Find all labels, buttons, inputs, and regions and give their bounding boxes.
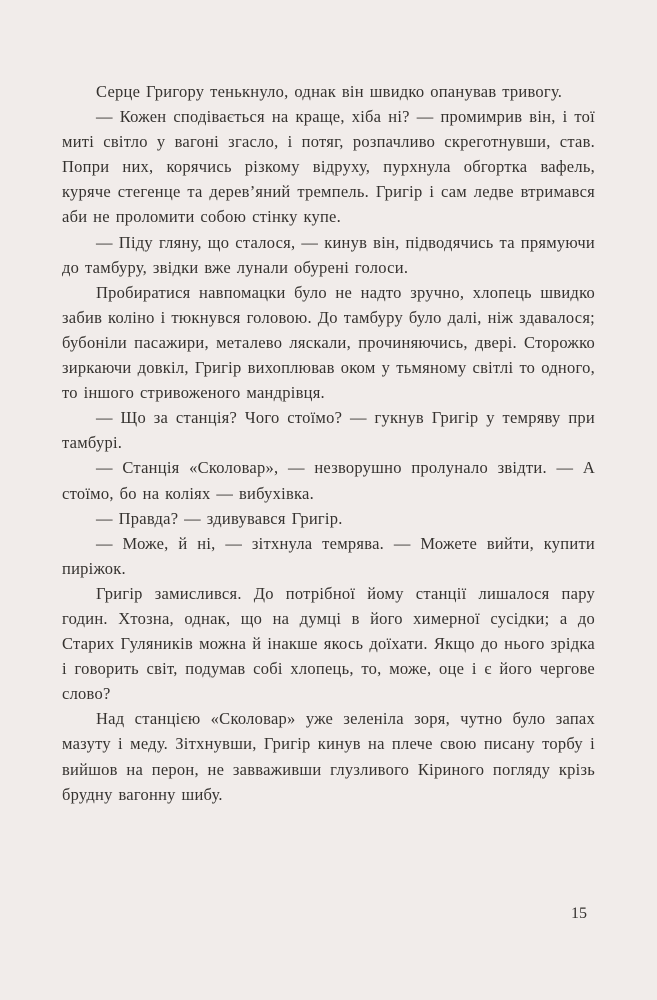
paragraph: Пробиратися навпомацки було не надто зручно, хлопець швидко забив коліно і тюкнувся головою. До тамбуру було далі, ніж здавалося; бубоніли пасажири, металево ляскали, прочиняючись, двері. Сторожко зиркаючи довкіл, Григір вихоплював оком у тьмяному світлі то одного, то іншого стривоженого мандрівця.: [62, 282, 595, 403]
paragraph: — Піду гляну, що сталося, — кинув він, підводячись та прямуючи до тамбуру, звідки вже лунали обурені голоси.: [62, 232, 595, 277]
paragraph: — Може, й ні, — зітхнула темрява. — Можете вийти, купити пиріжок.: [62, 533, 595, 578]
paragraph: Над станцією «Сколовар» уже зеленіла зоря, чутно було запах мазуту і меду. Зітхнувши, Григір кинув на плече свою писану торбу і вийшов на перон, не завваживши глузливого Кіриного погляду крізь брудну вагонну шибу.: [62, 709, 595, 804]
paragraph: Серце Григору тенькнуло, однак він швидко опанував тривогу.: [96, 82, 563, 101]
paragraph: — Кожен сподівається на краще, хіба ні? — промимрив він, і тої миті світло у вагоні згасло, і потяг, розпачливо скреготнувши, став. Попри них, корячись різкому відруху, пурхнула обгортка вафель, куряче стегенце та дерев’яний тремпель. Григір і сам ледве втримався аби не проломити собою стінку купе.: [62, 107, 595, 227]
paragraph: Григір замислився. До потрібної йому станції лишалося пару годин. Хтозна, однак, що на думці в його химерної сусідки; а до Старих Гуляників можна й інакше якось доїхати. Якщо до нього зрідка і говорить світ, подумав собі хлопець, то, може, оце і є його чергове слово?: [62, 583, 595, 704]
page-number: 15: [571, 905, 587, 922]
text-block: [62, 79, 595, 807]
paragraph: — Що за станція? Чого стоїмо? — гукнув Григір у темряву при тамбурі.: [62, 408, 595, 453]
paragraph: — Правда? — здивувався Григір.: [96, 508, 343, 528]
paragraph: — Станція «Сколовар», — незворушно пролунало звідти. — А стоїмо, бо на коліях — вибухівка.: [62, 458, 595, 503]
